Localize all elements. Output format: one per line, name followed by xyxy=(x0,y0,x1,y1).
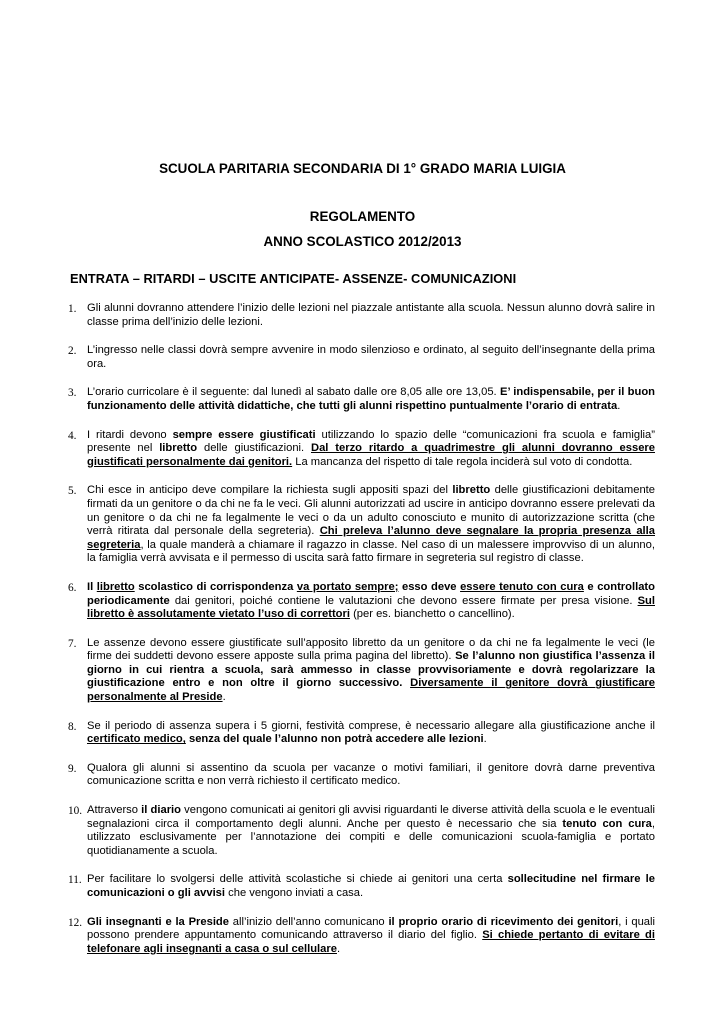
rule-text xyxy=(87,302,655,328)
rule-number: 1. xyxy=(68,303,77,315)
emphasis-bold: sempre essere giustificati xyxy=(172,428,316,441)
emphasis-bold: sollecitudine nel firmare le comunicazioni o gli avvisi xyxy=(87,873,655,899)
emphasis-underlined: Sul libretto è assolutamente vietato l’uso di correttori xyxy=(87,594,655,621)
emphasis-underlined: Dal terzo ritardo a quadrimestre gli alunni dovranno essere giustificati personalmente dai genitori. xyxy=(87,442,655,468)
emphasis-bold: e controllato periodicamente xyxy=(87,580,655,607)
emphasis-bold: Il xyxy=(87,580,97,593)
emphasis-bold: il proprio orario di ricevimento dei genitori xyxy=(388,915,619,928)
emphasis-bold: E’ indispensabile, per il buon funzionamento delle attività didattiche, che tutti gli alunni rispettino puntualmente l’orario di entrata xyxy=(87,386,655,412)
emphasis-underlined: Si chiede pertanto di evitare di telefonare agli insegnanti a casa o sul cellulare xyxy=(87,929,655,955)
rule-text xyxy=(87,386,655,412)
rule-number: 7. xyxy=(68,637,77,650)
school-name: SCUOLA PARITARIA SECONDARIA DI 1° GRADO MARIA LUIGIA xyxy=(159,161,566,176)
text-run: Attraverso xyxy=(87,804,142,817)
text-run: Chi esce in anticipo deve compilare la richiesta sugli appositi spazi del xyxy=(87,484,453,497)
text-run: . xyxy=(617,399,621,412)
rule-text xyxy=(87,637,655,703)
text-run: L’orario curricolare è il seguente: dal lunedì al sabato dalle ore 8,05 alle ore 13,05. xyxy=(87,386,500,399)
text-run: dai genitori, poiché contiene le valutazioni che devono essere firmate per presa visione. xyxy=(169,594,638,607)
emphasis-underlined: essere tenuto con cura xyxy=(460,580,584,593)
rule-number: 12. xyxy=(68,916,83,929)
emphasis-bold: esso deve xyxy=(398,580,461,593)
text-run: all’inizio dell’anno comunicano xyxy=(229,915,389,928)
school-year: ANNO SCOLASTICO 2012/2013 xyxy=(263,234,462,249)
rule-number: 10. xyxy=(68,805,83,818)
text-run: , i quali possono prendere appuntamento comunicando attraverso il diario del figlio. xyxy=(87,915,655,942)
text-run: Se il periodo di assenza supera i 5 giorni, festività comprese, è necessario allegare alla giustificazione anche il xyxy=(87,719,655,732)
rule-text xyxy=(87,581,655,620)
text-run: , utilizzato esclusivamente per l’annotazione dei compiti e delle comunicazioni scuola-famiglia e portato quotidianamente a scuola. xyxy=(87,817,655,857)
rule-text xyxy=(87,804,655,857)
emphasis-bold: libretto xyxy=(159,442,198,455)
text-run: L’ingresso nelle classi dovrà sempre avvenire in modo silenzioso e ordinato, al seguito dell’insegnante della prima ora. xyxy=(87,344,655,370)
rule-item-7 xyxy=(0,637,725,705)
emphasis-underlined: va portato sempre; xyxy=(296,580,399,593)
rule-text xyxy=(87,762,655,788)
rule-item-8 xyxy=(0,720,725,747)
rule-number: 4. xyxy=(68,429,77,442)
emphasis-underlined: Diversamente il genitore dovrà giustificare personalmente al Preside xyxy=(87,677,655,704)
text-run: . xyxy=(336,942,341,955)
text-run: . xyxy=(222,691,226,704)
text-run: . xyxy=(483,733,487,746)
emphasis-bold: libretto xyxy=(452,484,491,497)
rule-number: 6. xyxy=(68,581,77,594)
rule-text xyxy=(87,429,655,468)
emphasis-bold: senza del quale l’alunno non potrà accedere alle lezioni xyxy=(185,733,484,746)
rule-item-1 xyxy=(0,302,725,329)
emphasis-underlined: certificato medico, xyxy=(87,733,186,746)
rule-text xyxy=(87,720,655,746)
text-run: Per facilitare lo svolgersi delle attività scolastiche si chiede ai genitori una certa xyxy=(87,873,508,886)
text-run: , la quale manderà a chiamare il ragazzo in classe. Nel caso di un malessere improvviso di un alunno, la famiglia verrà avvisata e il permesso di uscita sarà fatto firmare in segreteria sul registro di classe. xyxy=(87,538,655,565)
rule-item-4 xyxy=(0,429,725,470)
rule-item-2 xyxy=(0,344,725,371)
text-run: Qualora gli alunni si assentino da scuola per vacanze o motivi familiari, il genitore dovrà darne preventiva comunicazione scritta e non verrà richiesto il certificato medico. xyxy=(87,761,655,788)
rule-text xyxy=(87,873,655,899)
text-run: (per es. bianchetto o cancellino). xyxy=(349,608,515,621)
emphasis-bold: scolastico di corrispondenza xyxy=(134,580,297,593)
emphasis-bold: Gli insegnanti e la Preside xyxy=(87,915,229,928)
rule-item-12 xyxy=(0,916,725,957)
rule-number: 3. xyxy=(68,387,77,400)
emphasis-underlined: Chi preleva l’alunno deve segnalare la propria presenza alla segreteria xyxy=(87,525,655,551)
section-title: ENTRATA – RITARDI – USCITE ANTICIPATE- ASSENZE- COMUNICAZIONI xyxy=(70,271,517,286)
rule-number: 5. xyxy=(68,485,77,498)
rule-number: 9. xyxy=(68,762,77,775)
text-run: delle giustificazioni. xyxy=(197,442,311,455)
text-run: utilizzando lo spazio delle “comunicazioni fra scuola e famiglia” presente nel xyxy=(87,428,655,455)
emphasis-bold: il diario xyxy=(141,804,181,817)
text-run: vengono comunicati ai genitori gli avvisi riguardanti le diverse attività della scuola e le eventuali segnalazioni circa il comportamento degli alunni. Anche per questo è necessario che sia xyxy=(87,804,656,830)
text-run: delle giustificazioni debitamente firmati da un genitore o da chi ne fa le veci. Gli alunni autorizzati ad uscire in anticipo dovranno essere prelevati da un genitore o da chi ne fa legalmente le veci o da un adulto conosciuto e munito di autorizzazione scritta (che verrà ritirata dal personale della segreteria). xyxy=(87,484,655,538)
rule-number: 2. xyxy=(68,345,77,358)
emphasis-bold: Se l’alunno non giustifica l’assenza il giorno in cui rientra a scuola, sarà ammesso in classe provvisoriamente e dovrà regolarizzare la giustificazione entro e non oltre il giorno successivo. xyxy=(87,650,655,690)
text-run: che vengono inviati a casa. xyxy=(225,887,364,899)
emphasis-underlined: libretto xyxy=(96,580,135,593)
rule-number: 8. xyxy=(68,720,77,733)
text-run: I ritardi devono xyxy=(87,428,173,441)
text-run: Le assenze devono essere giustificate sull’apposito libretto da un genitore o da chi ne fa legalmente le veci (le firme dei suddetti devono essere apposte sulla prima pagina del libretto). xyxy=(87,636,655,663)
rule-item-3 xyxy=(0,386,725,413)
emphasis-bold: tenuto con cura xyxy=(562,817,652,830)
rules-list xyxy=(0,302,725,971)
text-run: La mancanza del rispetto di tale regola inciderà sul voto di condotta. xyxy=(292,455,633,468)
text-run: Gli alunni dovranno attendere l’inizio delle lezioni nel piazzale antistante alla scuola. Nessun alunno dovrà salire in classe prima dell’inizio delle lezioni. xyxy=(87,302,655,328)
rule-number: 11. xyxy=(68,874,82,887)
rule-text xyxy=(87,484,655,564)
rule-item-11 xyxy=(0,873,725,900)
rule-item-10 xyxy=(0,804,725,858)
document-title: REGOLAMENTO xyxy=(309,209,416,224)
rule-item-5 xyxy=(0,484,725,566)
rule-item-9 xyxy=(0,762,725,789)
rule-text xyxy=(87,916,655,955)
rule-item-6 xyxy=(0,581,725,622)
rule-text xyxy=(87,344,655,370)
